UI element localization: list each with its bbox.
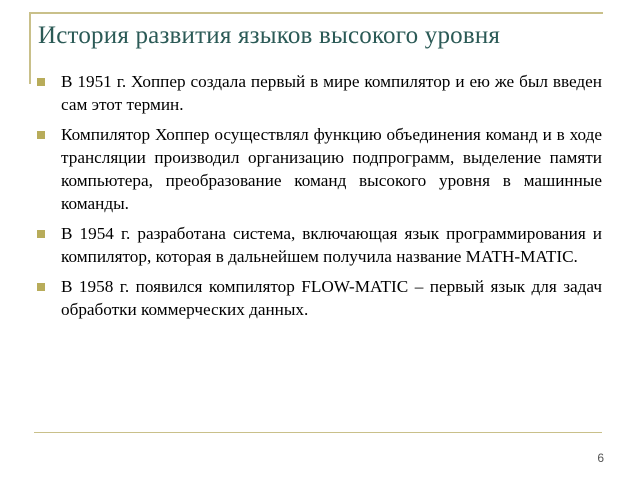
square-bullet-icon xyxy=(37,78,45,86)
square-bullet-icon xyxy=(37,131,45,139)
frame-left-rule xyxy=(29,12,31,84)
slide-title: История развития языков высокого уровня xyxy=(38,22,501,49)
slide-content xyxy=(34,70,602,328)
footer-rule xyxy=(34,432,602,433)
bullet-text: В 1951 г. Хоппер создала первый в мире компилятор и ею же был введен сам этот термин. xyxy=(61,72,602,114)
bullet-text: Компилятор Хоппер осуществлял функцию объединения команд и в ходе трансляции производил организацию подпрограмм, выделение памяти компьютера, преобразование команд высокого уровня в машинные команды. xyxy=(61,125,602,213)
frame-top-rule xyxy=(29,12,603,14)
bullet-item xyxy=(34,275,602,321)
page-number: 6 xyxy=(597,451,604,465)
bullet-item xyxy=(34,222,602,268)
bullet-item xyxy=(34,123,602,215)
bullet-text: В 1958 г. появился компилятор FLOW-MATIC – первый язык для задач обработки коммерческих данных. xyxy=(61,277,602,319)
bullet-list xyxy=(34,70,602,321)
square-bullet-icon xyxy=(37,230,45,238)
square-bullet-icon xyxy=(37,283,45,291)
bullet-item xyxy=(34,70,602,116)
bullet-text: В 1954 г. разработана система, включающая язык программирования и компилятор, которая в дальнейшем получила название MATH-MATIC. xyxy=(61,224,602,266)
